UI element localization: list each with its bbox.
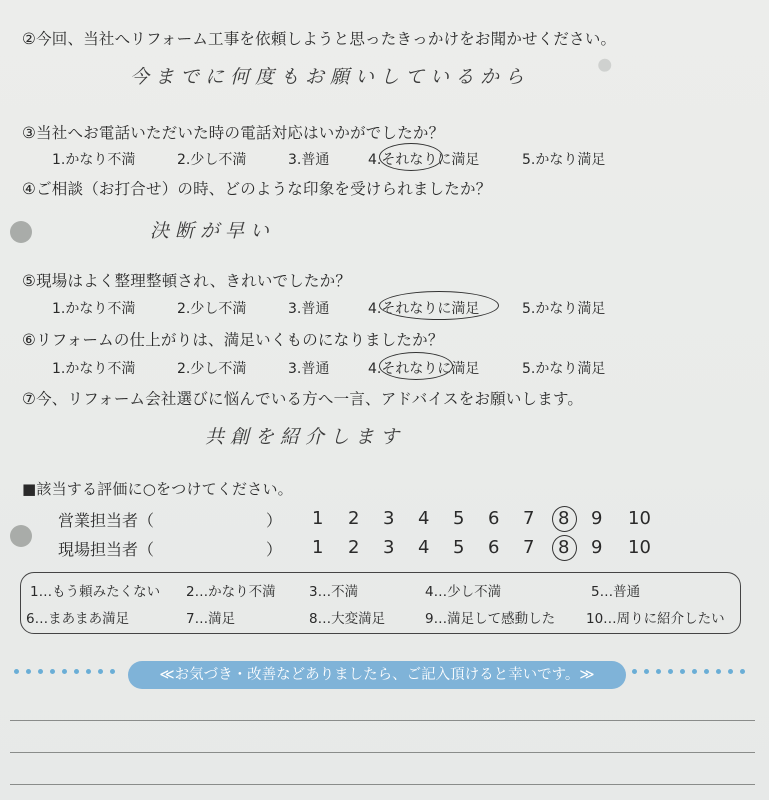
rating-1[interactable]: 1 xyxy=(312,537,324,558)
rating-selection-circle xyxy=(552,535,577,561)
rating-6[interactable]: 6 xyxy=(488,508,500,529)
feedback-banner: ≪お気づき・改善などありましたら、ご記入頂けると幸いです。≫ xyxy=(128,661,626,689)
legend-item: 4…少し不満 xyxy=(425,584,502,600)
legend-item: 5…普通 xyxy=(591,584,641,600)
option-4[interactable]: 4.それなりに満足 xyxy=(368,361,480,377)
option-1[interactable]: 1.かなり不満 xyxy=(52,301,136,317)
option-1[interactable]: 1.かなり不満 xyxy=(52,152,136,168)
dotted-divider-left xyxy=(14,669,126,675)
question-4: ④ご相談（お打合せ）の時、どのような印象を受けられましたか？ xyxy=(22,180,492,198)
dotted-divider-right xyxy=(632,669,762,675)
question-2: ②今回、当社へリフォーム工事を依頼しようと思ったきっかけをお聞かせください。 xyxy=(22,30,617,48)
legend-item: 10…周りに紹介したい xyxy=(586,611,725,627)
legend-item: 8…大変満足 xyxy=(309,611,386,627)
rating-row-site xyxy=(58,537,651,560)
option-5[interactable]: 5.かなり満足 xyxy=(522,361,606,377)
rating-1[interactable]: 1 xyxy=(312,508,324,529)
rating-row-sales xyxy=(58,508,651,531)
legend-item: 7…満足 xyxy=(186,611,236,627)
answer-2-handwritten: 今までに何度もお願いしているから xyxy=(130,66,531,88)
option-1[interactable]: 1.かなり不満 xyxy=(52,361,136,377)
writing-line[interactable] xyxy=(10,752,755,753)
legend-item: 6…まあまあ満足 xyxy=(26,611,130,627)
rating-label: 現場担当者（ ） xyxy=(58,540,283,559)
rating-5[interactable]: 5 xyxy=(453,537,465,558)
rating-heading: ■該当する評価に○をつけてください。 xyxy=(22,480,293,498)
rating-3[interactable]: 3 xyxy=(383,537,395,558)
punch-hole-upper xyxy=(10,221,32,243)
rating-10[interactable]: 10 xyxy=(628,537,651,558)
legend-item: 3…不満 xyxy=(309,584,359,600)
rating-legend xyxy=(20,572,741,634)
rating-6[interactable]: 6 xyxy=(488,537,500,558)
option-3[interactable]: 3.普通 xyxy=(288,361,330,377)
legend-item: 1…もう頼みたくない xyxy=(30,584,161,600)
option-2[interactable]: 2.少し不満 xyxy=(177,301,247,317)
option-5[interactable]: 5.かなり満足 xyxy=(522,301,606,317)
option-2[interactable]: 2.少し不満 xyxy=(177,361,247,377)
punch-hole-lower xyxy=(10,525,32,547)
legend-item: 2…かなり不満 xyxy=(186,584,276,600)
rating-8[interactable]: 8 xyxy=(558,537,570,558)
answer-4-handwritten: 決断が早い xyxy=(150,220,276,242)
option-3[interactable]: 3.普通 xyxy=(288,301,330,317)
rating-4[interactable]: 4 xyxy=(418,508,430,529)
rating-8[interactable]: 8 xyxy=(558,508,570,529)
option-4[interactable]: 4.それなりに満足 xyxy=(368,301,480,317)
question-6: ⑥リフォームの仕上がりは、満足いくものになりましたか？ xyxy=(22,331,444,349)
rating-9[interactable]: 9 xyxy=(591,537,603,558)
option-5[interactable]: 5.かなり満足 xyxy=(522,152,606,168)
writing-line[interactable] xyxy=(10,784,755,785)
rating-2[interactable]: 2 xyxy=(348,508,360,529)
reverse-bleed: ・ xyxy=(569,29,639,107)
rating-10[interactable]: 10 xyxy=(628,508,651,529)
option-3[interactable]: 3.普通 xyxy=(288,152,330,168)
option-2[interactable]: 2.少し不満 xyxy=(177,152,247,168)
rating-9[interactable]: 9 xyxy=(591,508,603,529)
rating-3[interactable]: 3 xyxy=(383,508,395,529)
selection-circle xyxy=(379,143,443,171)
legend-item: 9…満足して感動した xyxy=(425,611,556,627)
rating-7[interactable]: 7 xyxy=(523,537,535,558)
rating-2[interactable]: 2 xyxy=(348,537,360,558)
answer-7-handwritten: 共創を紹介します xyxy=(205,426,406,448)
writing-line[interactable] xyxy=(10,720,755,721)
question-7: ⑦今、リフォーム会社選びに悩んでいる方へ一言、アドバイスをお願いします。 xyxy=(22,390,584,408)
rating-selection-circle xyxy=(552,506,577,532)
rating-5[interactable]: 5 xyxy=(453,508,465,529)
selection-circle xyxy=(379,352,453,380)
question-5: ⑤現場はよく整理整頓され、きれいでしたか？ xyxy=(22,272,352,290)
rating-label: 営業担当者（ ） xyxy=(58,511,283,530)
question-3: ③当社へお電話いただいた時の電話対応はいかがでしたか？ xyxy=(22,124,445,142)
selection-circle xyxy=(379,291,499,320)
rating-7[interactable]: 7 xyxy=(523,508,535,529)
rating-4[interactable]: 4 xyxy=(418,537,430,558)
option-4[interactable]: 4.それなりに満足 xyxy=(368,152,480,168)
